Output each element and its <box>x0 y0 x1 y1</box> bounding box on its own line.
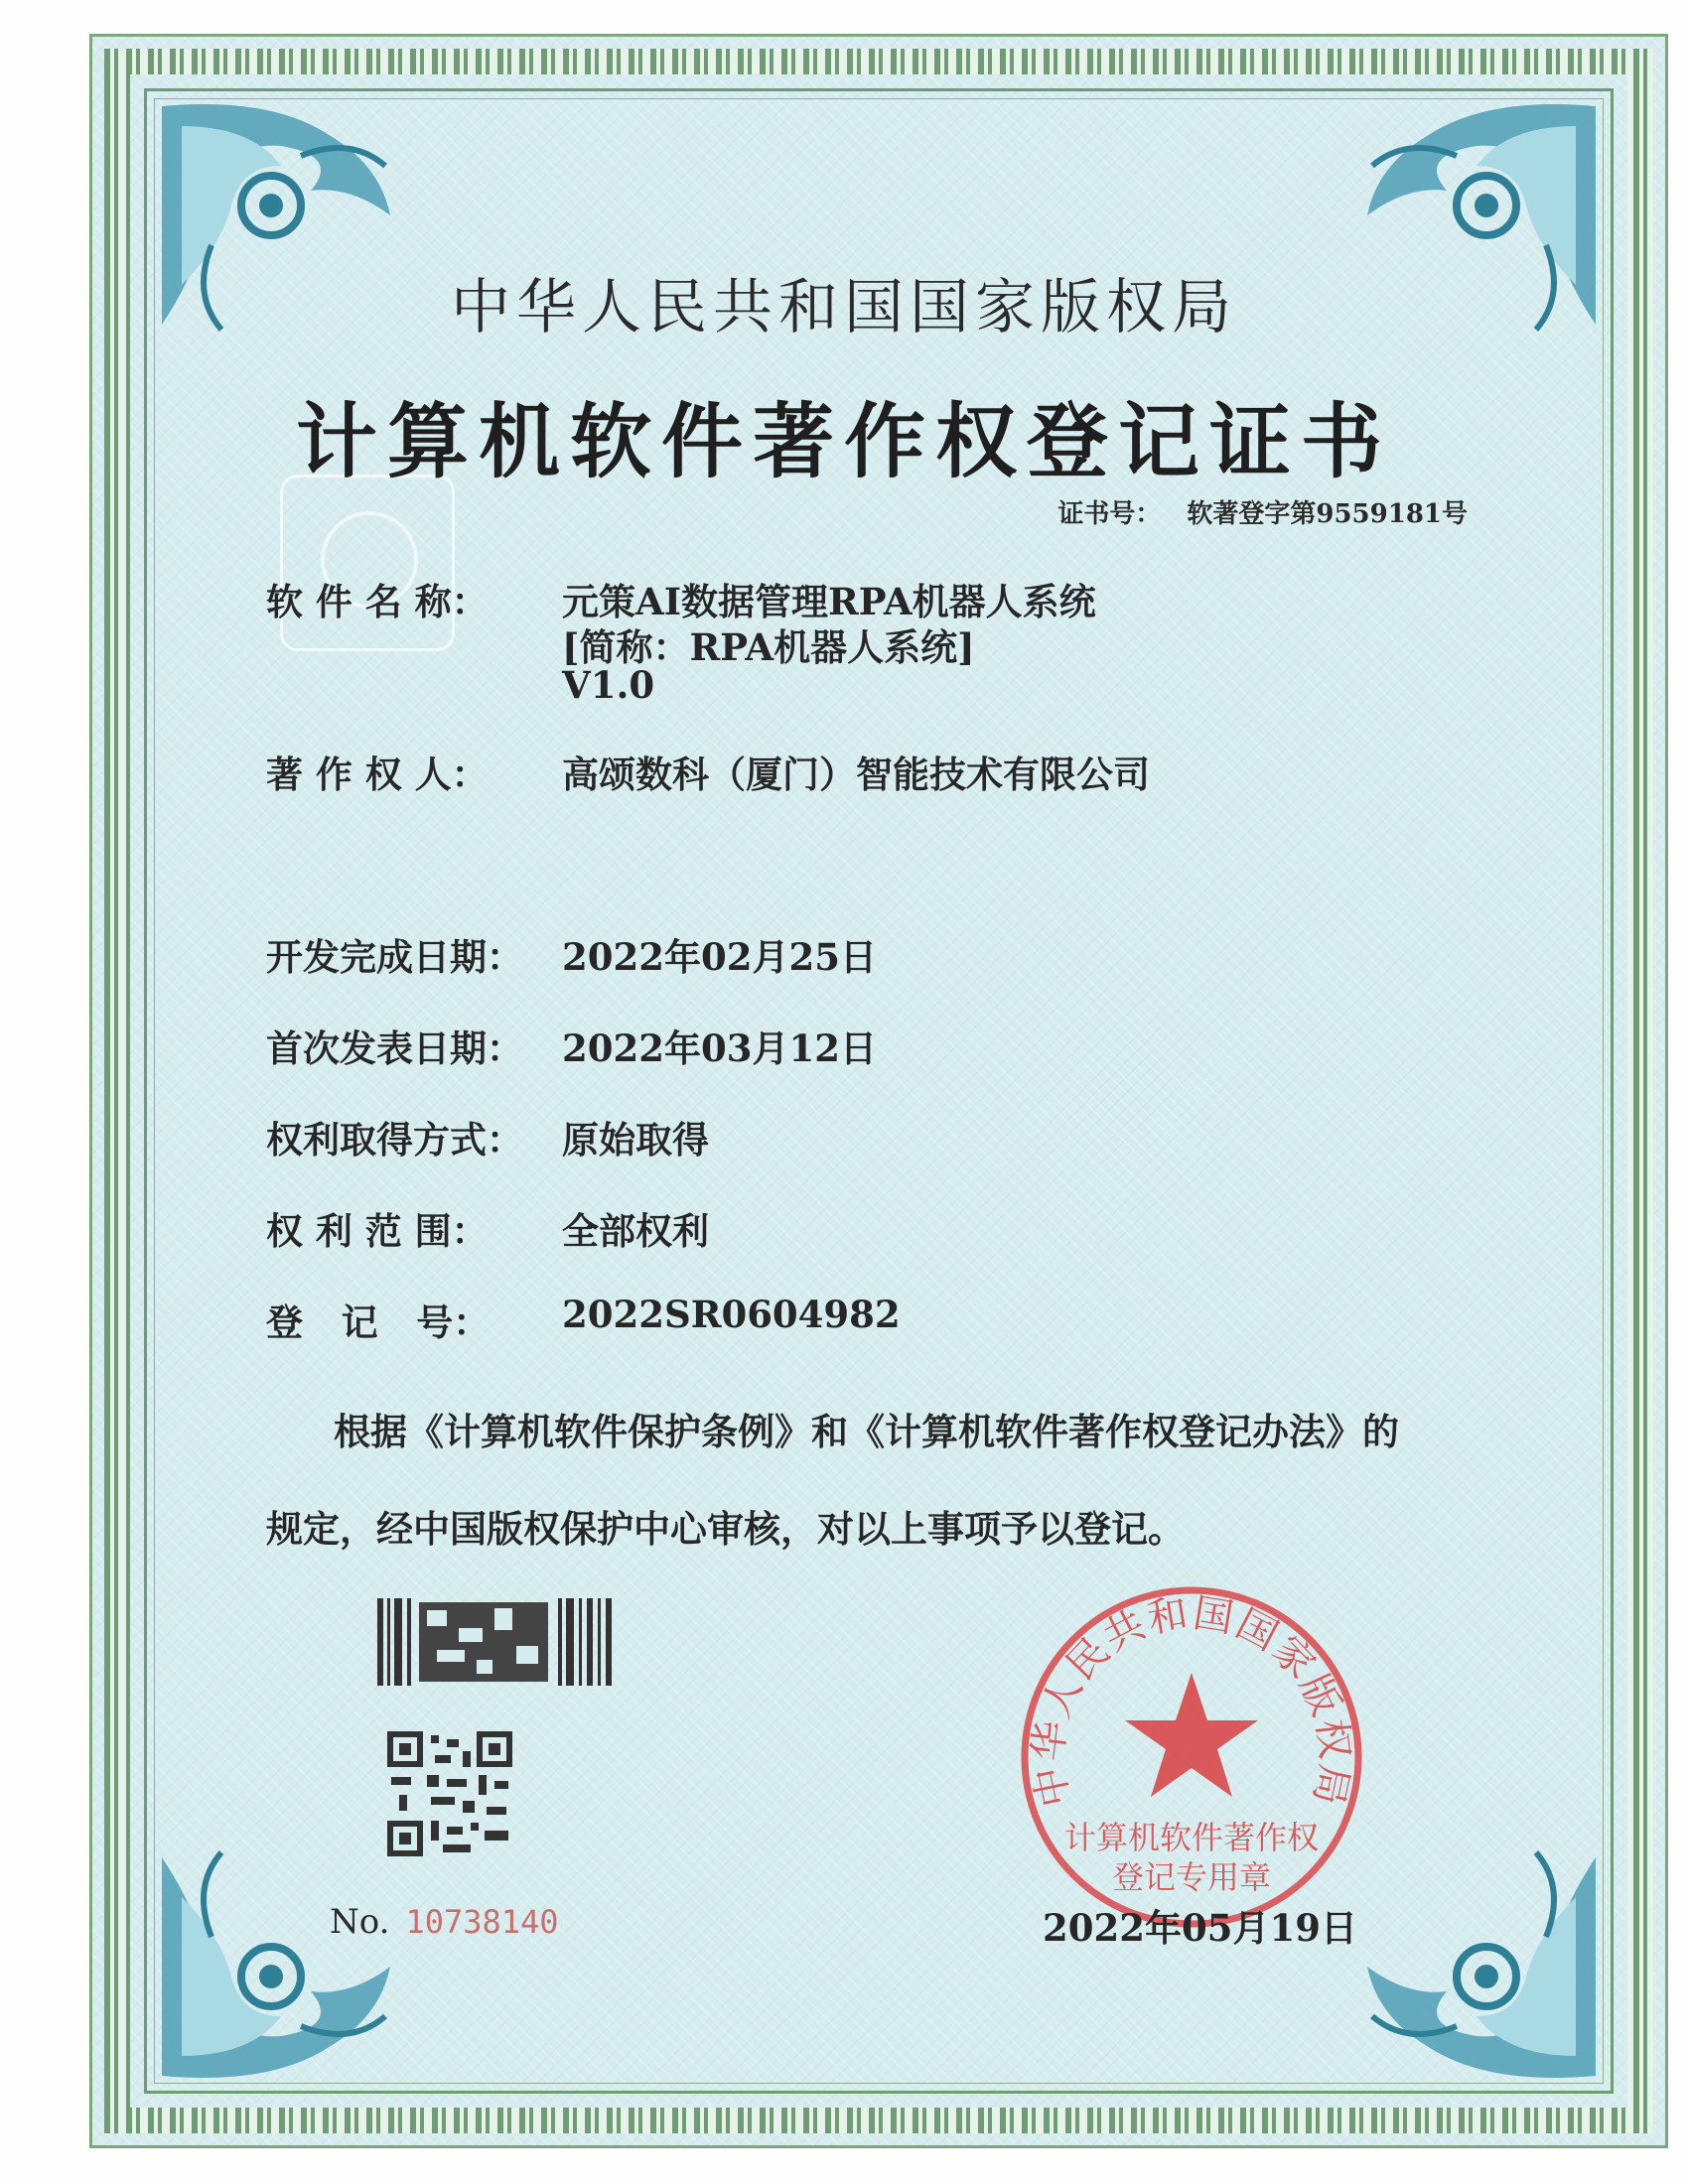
issue-date: 2022年05月19日 <box>1043 1906 1357 1950</box>
statement-line-2: 规定，经中国版权保护中心审核，对以上事项予以登记。 <box>266 1507 1185 1551</box>
statement-line-1: 根据《计算机软件保护条例》和《计算机软件著作权登记办法》的 <box>334 1410 1399 1453</box>
first-publish-date-value: 2022年03月12日 <box>562 1026 877 1070</box>
copyright-owner-label: 著 作 权 人： <box>266 752 489 796</box>
corner-ornament-icon <box>152 1828 410 2086</box>
serial-number-value: 10738140 <box>405 1903 559 1941</box>
certificate-number-label: 证书号： <box>1057 499 1162 529</box>
dev-complete-date-label: 开发完成日期： <box>266 935 523 979</box>
svg-text:登记专用章: 登记专用章 <box>1111 1858 1272 1896</box>
barcode-icon <box>377 1598 612 1686</box>
certificate-number-value: 软著登字第9559181号 <box>1187 499 1468 529</box>
svg-text:中华人民共和国国家版权局: 中华人民共和国国家版权局 <box>1025 1590 1358 1812</box>
software-short-name: [简称：RPA机器人系统] <box>562 625 975 669</box>
certificate-number <box>1057 493 1468 530</box>
copyright-owner-value: 高颂数科（厦门）智能技术有限公司 <box>562 752 1150 796</box>
corner-ornament-icon <box>1347 1828 1606 2086</box>
software-name-value: 元策AI数据管理RPA机器人系统 <box>562 580 1096 623</box>
svg-text:计算机软件著作权: 计算机软件著作权 <box>1063 1819 1320 1856</box>
serial-number <box>330 1902 559 1942</box>
certificate-title: 计算机软件著作权登记证书 <box>295 394 1392 489</box>
first-publish-date-label: 首次发表日期： <box>266 1026 523 1070</box>
acquisition-method-label: 权利取得方式： <box>266 1118 523 1161</box>
software-version: V1.0 <box>562 663 655 707</box>
acquisition-method-value: 原始取得 <box>562 1118 709 1161</box>
serial-number-label: No. <box>330 1902 390 1942</box>
qr-code-icon <box>387 1731 512 1856</box>
registration-no-label: 登 记 号： <box>266 1300 491 1344</box>
rights-scope-label: 权 利 范 围： <box>266 1209 489 1253</box>
issuer-title: 中华人民共和国国家版权局 <box>451 273 1237 342</box>
rights-scope-value: 全部权利 <box>562 1209 709 1253</box>
official-seal-icon <box>1013 1578 1370 1936</box>
dev-complete-date-value: 2022年02月25日 <box>562 935 877 979</box>
certificate-sheet <box>89 34 1668 2148</box>
software-name-label: 软 件 名 称： <box>266 580 489 623</box>
registration-no-value: 2022SR0604982 <box>562 1293 901 1336</box>
